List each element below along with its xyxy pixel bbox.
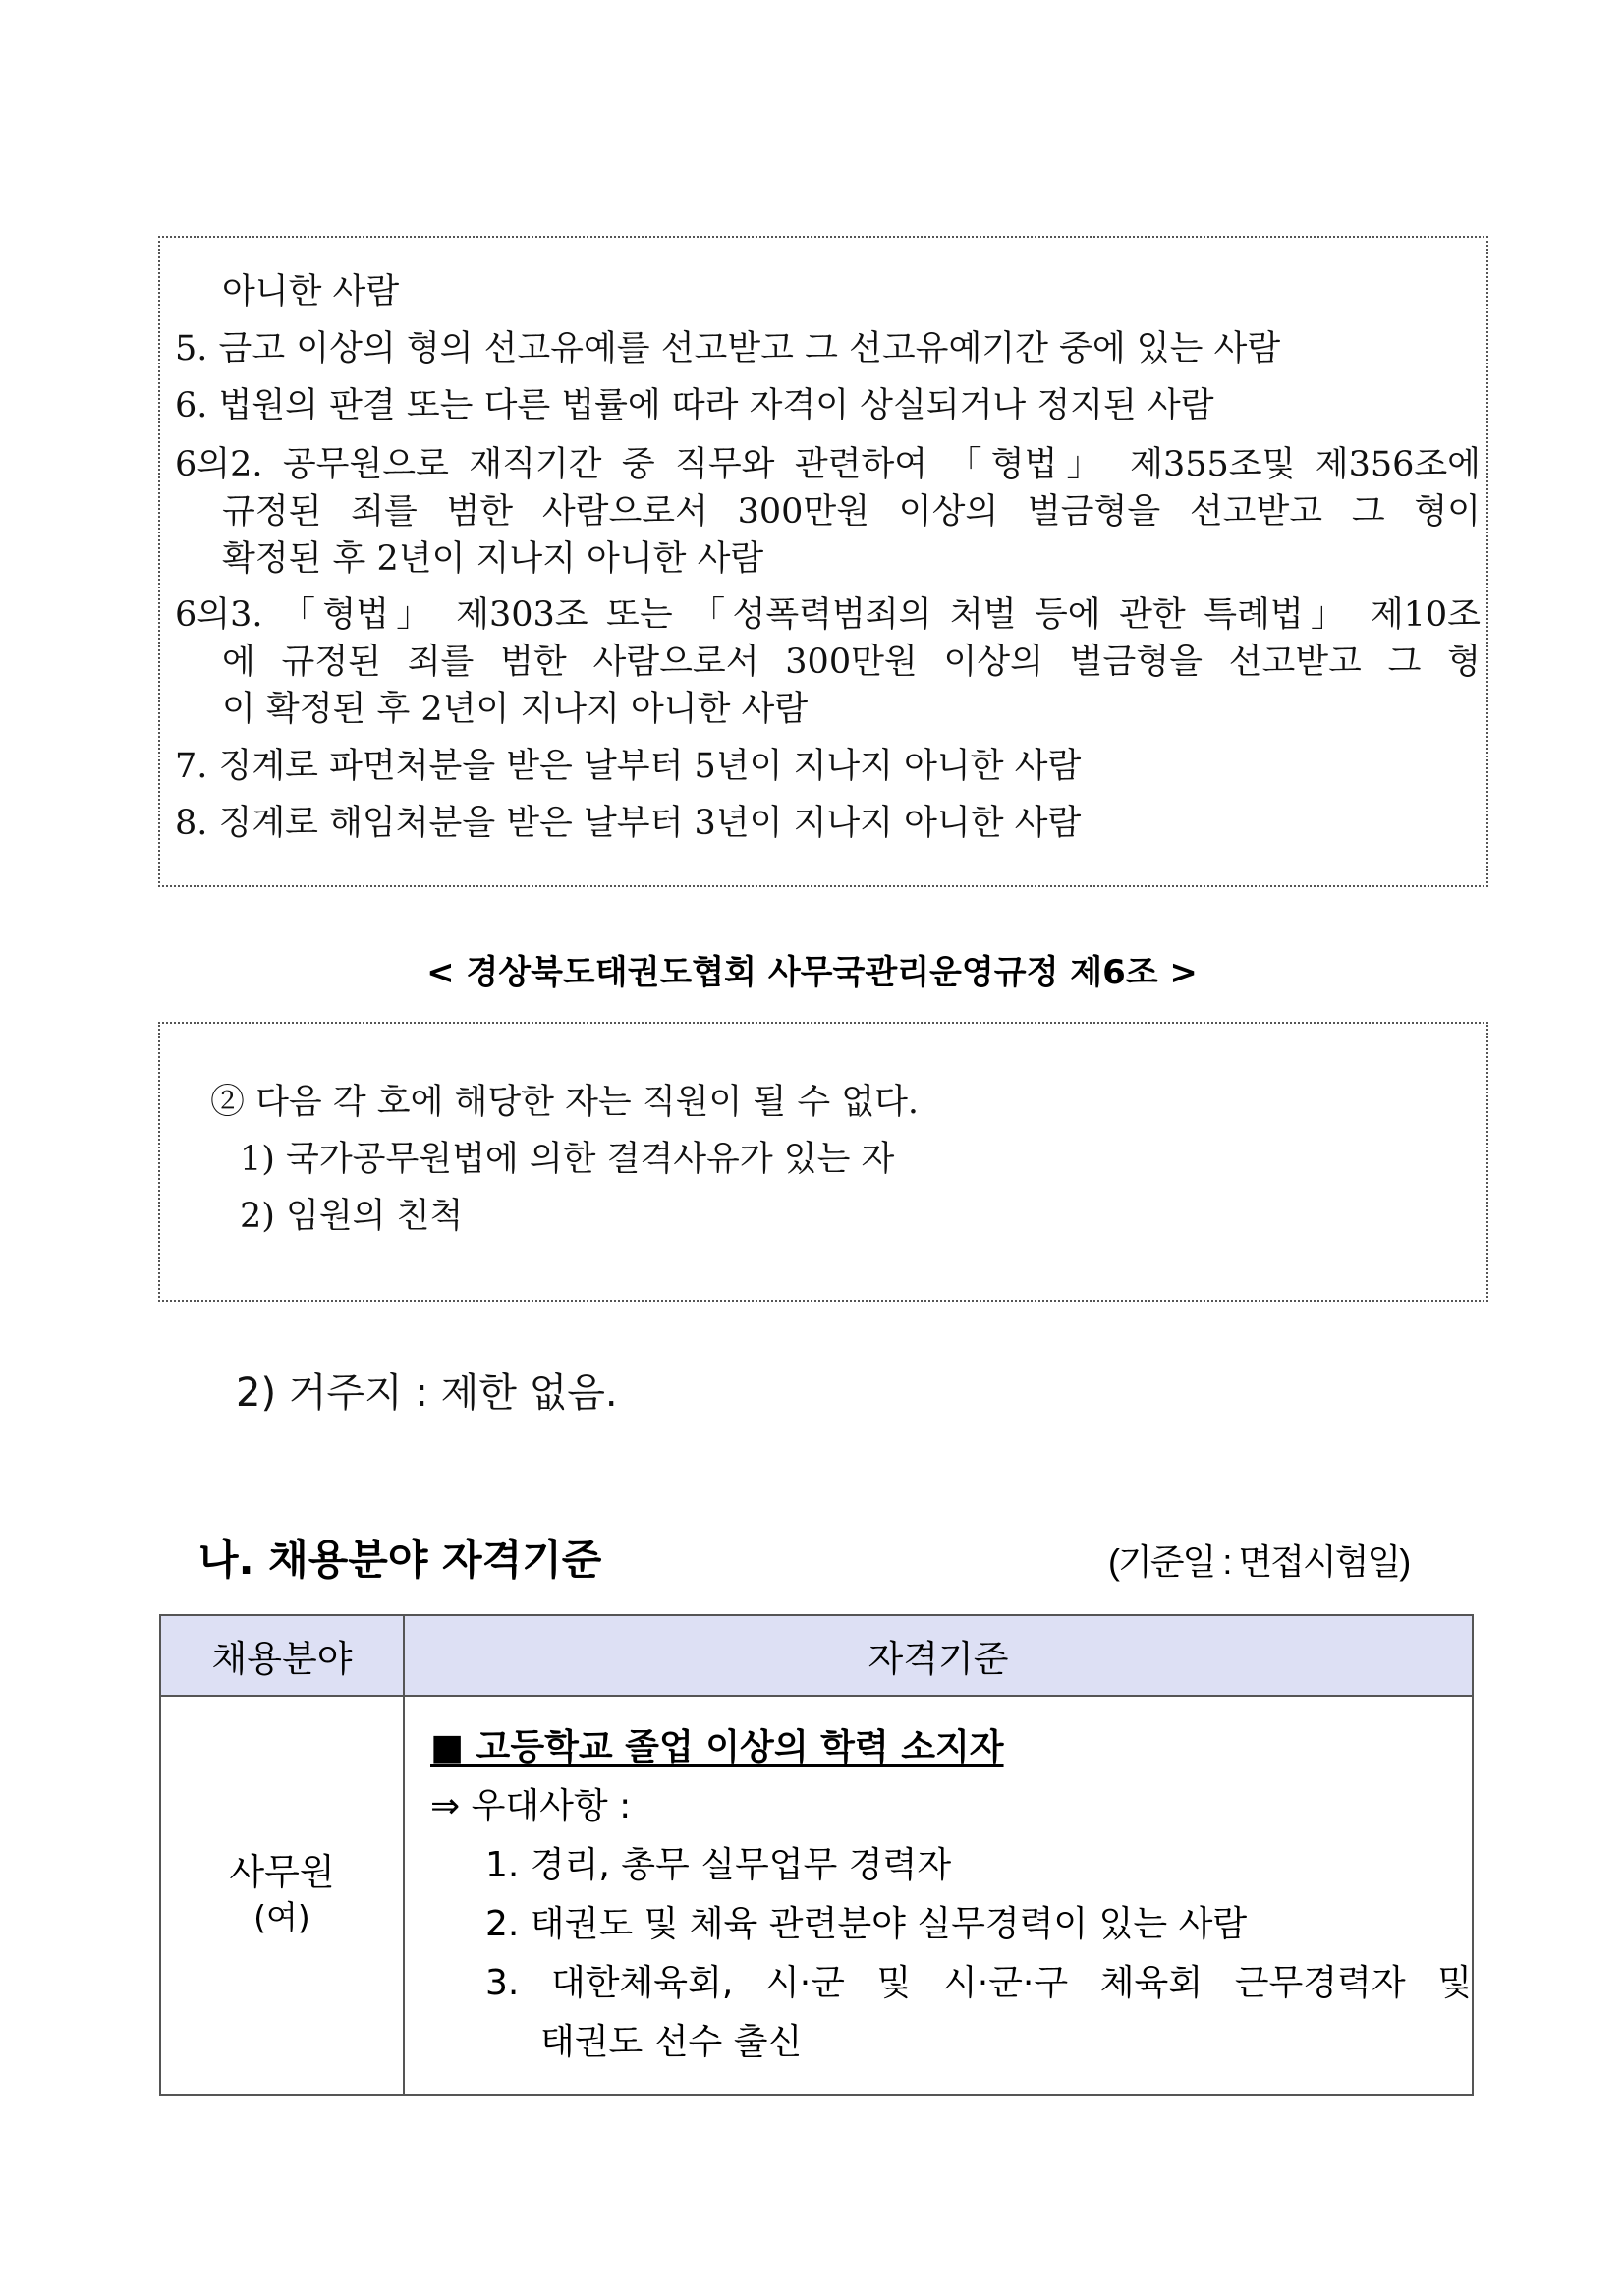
box2-line-1: 1) 국가공무원법에 의한 결격사유가 있는 자 xyxy=(240,1140,895,1179)
field-cell xyxy=(160,1696,404,2095)
residence-requirement: 2) 거주지 : 제한 없음. xyxy=(236,1371,618,1416)
qualification-table xyxy=(159,1614,1474,2096)
box1-line-1: 5. 금고 이상의 형의 선고유예를 선고받고 그 선고유예기간 중에 있는 사람 xyxy=(175,329,1281,368)
field-sub: (여) xyxy=(253,1898,310,1936)
header-criteria: 자격기준 xyxy=(404,1615,1473,1696)
box1-line-0: 아니한 사람 xyxy=(222,272,400,311)
table-header-row xyxy=(160,1615,1473,1696)
criteria-main xyxy=(405,1718,1472,1777)
box1-line-8: 이 확정된 후 2년이 지나지 아니한 사람 xyxy=(222,690,809,729)
section-title: 나. 채용분야 자격기준 xyxy=(198,1536,602,1584)
box1-line-2: 6. 법원의 판결 또는 다른 법률에 따라 자격이 상실되거나 정지된 사람 xyxy=(175,386,1214,425)
box1-line-7: 에 규정된 죄를 범한 사람으로서 300만원 이상의 벌금형을 선고받고 그 형 xyxy=(222,643,1481,682)
base-date-note: (기준일 : 면접시험일) xyxy=(1108,1541,1410,1582)
criteria-cell xyxy=(404,1696,1473,2095)
box2-line-0: ② 다음 각 호에 해당한 자는 직원이 될 수 없다. xyxy=(210,1083,920,1122)
field-name: 사무원 xyxy=(229,1851,335,1893)
preference-item-3: 3. 대한체육회, 시·군 및 시·군·구 체육회 근무경력자 및 xyxy=(485,1963,1472,2003)
box1-line-5: 확정된 후 2년이 지나지 아니한 사람 xyxy=(222,539,764,579)
header-field: 채용분야 xyxy=(160,1615,404,1696)
table-row xyxy=(160,1696,1473,2095)
box1-line-10: 8. 징계로 해임처분을 받은 날부터 3년이 지나지 아니한 사람 xyxy=(175,804,1082,843)
criteria-main-text: ■ 고등학교 졸업 이상의 학력 소지자 xyxy=(430,1727,1004,1767)
preference-label: ⇒ 우대사항 : xyxy=(430,1786,632,1826)
box1-line-3: 6의2. 공무원으로 재직기간 중 직무와 관련하여 「형법」 제355조및 제356조에 xyxy=(175,445,1481,484)
preference-item-1: 1. 경리, 총무 실무업무 경력자 xyxy=(485,1845,952,1885)
preference-item-3-cont: 태권도 선수 출신 xyxy=(540,2022,803,2062)
preference-item-2: 2. 태권도 및 체육 관련분야 실무경력이 있는 사람 xyxy=(485,1904,1248,1944)
box1-line-6: 6의3. 「형법」 제303조 또는 「성폭력범죄의 처벌 등에 관한 특례법」 제10조 xyxy=(175,595,1481,635)
box1-line-4: 규정된 죄를 범한 사람으로서 300만원 이상의 벌금형을 선고받고 그 형이 xyxy=(222,492,1481,532)
box2-line-2: 2) 임원의 친척 xyxy=(240,1197,464,1236)
box1-line-9: 7. 징계로 파면처분을 받은 날부터 5년이 지나지 아니한 사람 xyxy=(175,747,1082,786)
regulation-caption: < 경상북도태권도협회 사무국관리운영규정 제6조 > xyxy=(426,953,1198,992)
